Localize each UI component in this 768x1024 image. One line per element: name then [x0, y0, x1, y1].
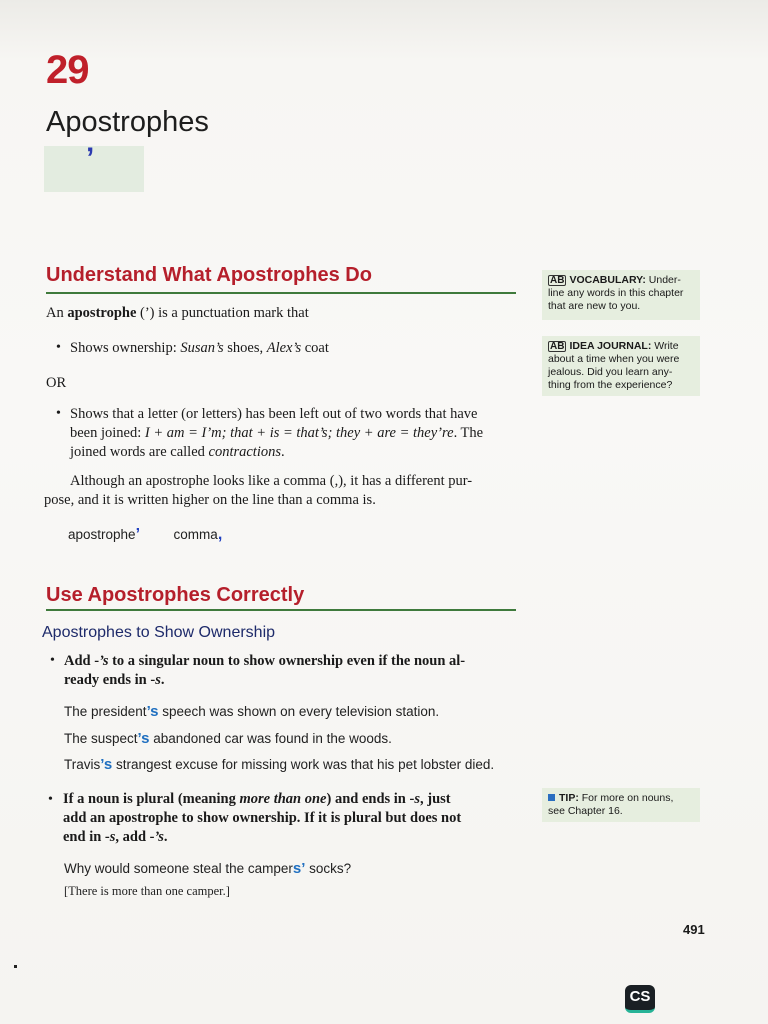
apostrophe-glyph-icon: ’ [86, 142, 95, 175]
bullet-dot: • [50, 653, 55, 668]
subheading-ownership: Apostrophes to Show Ownership [42, 624, 276, 641]
page-number: 491 [683, 922, 705, 937]
comparison-paragraph: Although an apostrophe looks like a comma (,), it has a different pur- pose, and it is written higher on the line than a comma is. [44, 473, 473, 508]
bullet-ownership: Shows ownership: Susan’s shoes, Alex’s coat [70, 340, 329, 356]
tip-square-icon [548, 794, 555, 801]
definition-text: An apostrophe (’) is a punctuation mark that [46, 305, 309, 321]
bullet-dot: • [56, 406, 61, 421]
example-sentence-plural: Why would someone steal the campers’ socks? [64, 860, 352, 877]
sidebar-tip: TIP: For more on nouns, see Chapter 16. [542, 788, 700, 822]
section-rule [46, 609, 516, 611]
rule-singular: Add -’s to a singular noun to show ownership even if the noun al- ready ends in -s. [64, 653, 466, 688]
chapter-title: Apostrophes [46, 106, 209, 138]
section-heading-understand: Understand What Apostrophes Do [46, 264, 372, 286]
example-sentence: The president’s speech was shown on every television station. [64, 703, 440, 720]
rule-plural: If a noun is plural (meaning more than one) and ends in -s, just add an apostrophe to show ownership. If it is plural but does not end in -s, add -’s. [63, 791, 462, 845]
section-heading-use: Use Apostrophes Correctly [46, 584, 305, 606]
sidebar-vocabulary: AB VOCABULARY: Under- line any words in this chapter that are new to you. [542, 270, 700, 320]
or-text: OR [46, 375, 67, 391]
example-sentence: The suspect’s abandoned car was found in the woods. [64, 730, 392, 747]
example-sentence: Travis’s strangest excuse for missing work was that his pet lobster died. [64, 756, 495, 773]
section-rule [46, 292, 516, 294]
book-icon: AB [550, 275, 565, 286]
sidebar-idea-journal: AB IDEA JOURNAL: Write about a time when you were jealous. Did you learn any- thing from the experience? [542, 336, 700, 396]
chapter-number: 29 [46, 48, 89, 92]
bullet-contractions: Shows that a letter (or letters) has been left out of two words that have been joined: I + am = I’m; that + is = that’s; they + are = they’re. The joined words are called contractions. [70, 406, 484, 460]
apostrophe-comma-demo: apostrophe’ comma, [68, 526, 223, 543]
book-icon: AB [550, 341, 565, 352]
example-note: [There is more than one camper.] [64, 884, 230, 898]
bullet-dot: • [56, 340, 61, 355]
bullet-dot: • [48, 792, 53, 807]
camscanner-logo: CS [625, 985, 655, 1013]
scan-artifact [14, 965, 17, 968]
